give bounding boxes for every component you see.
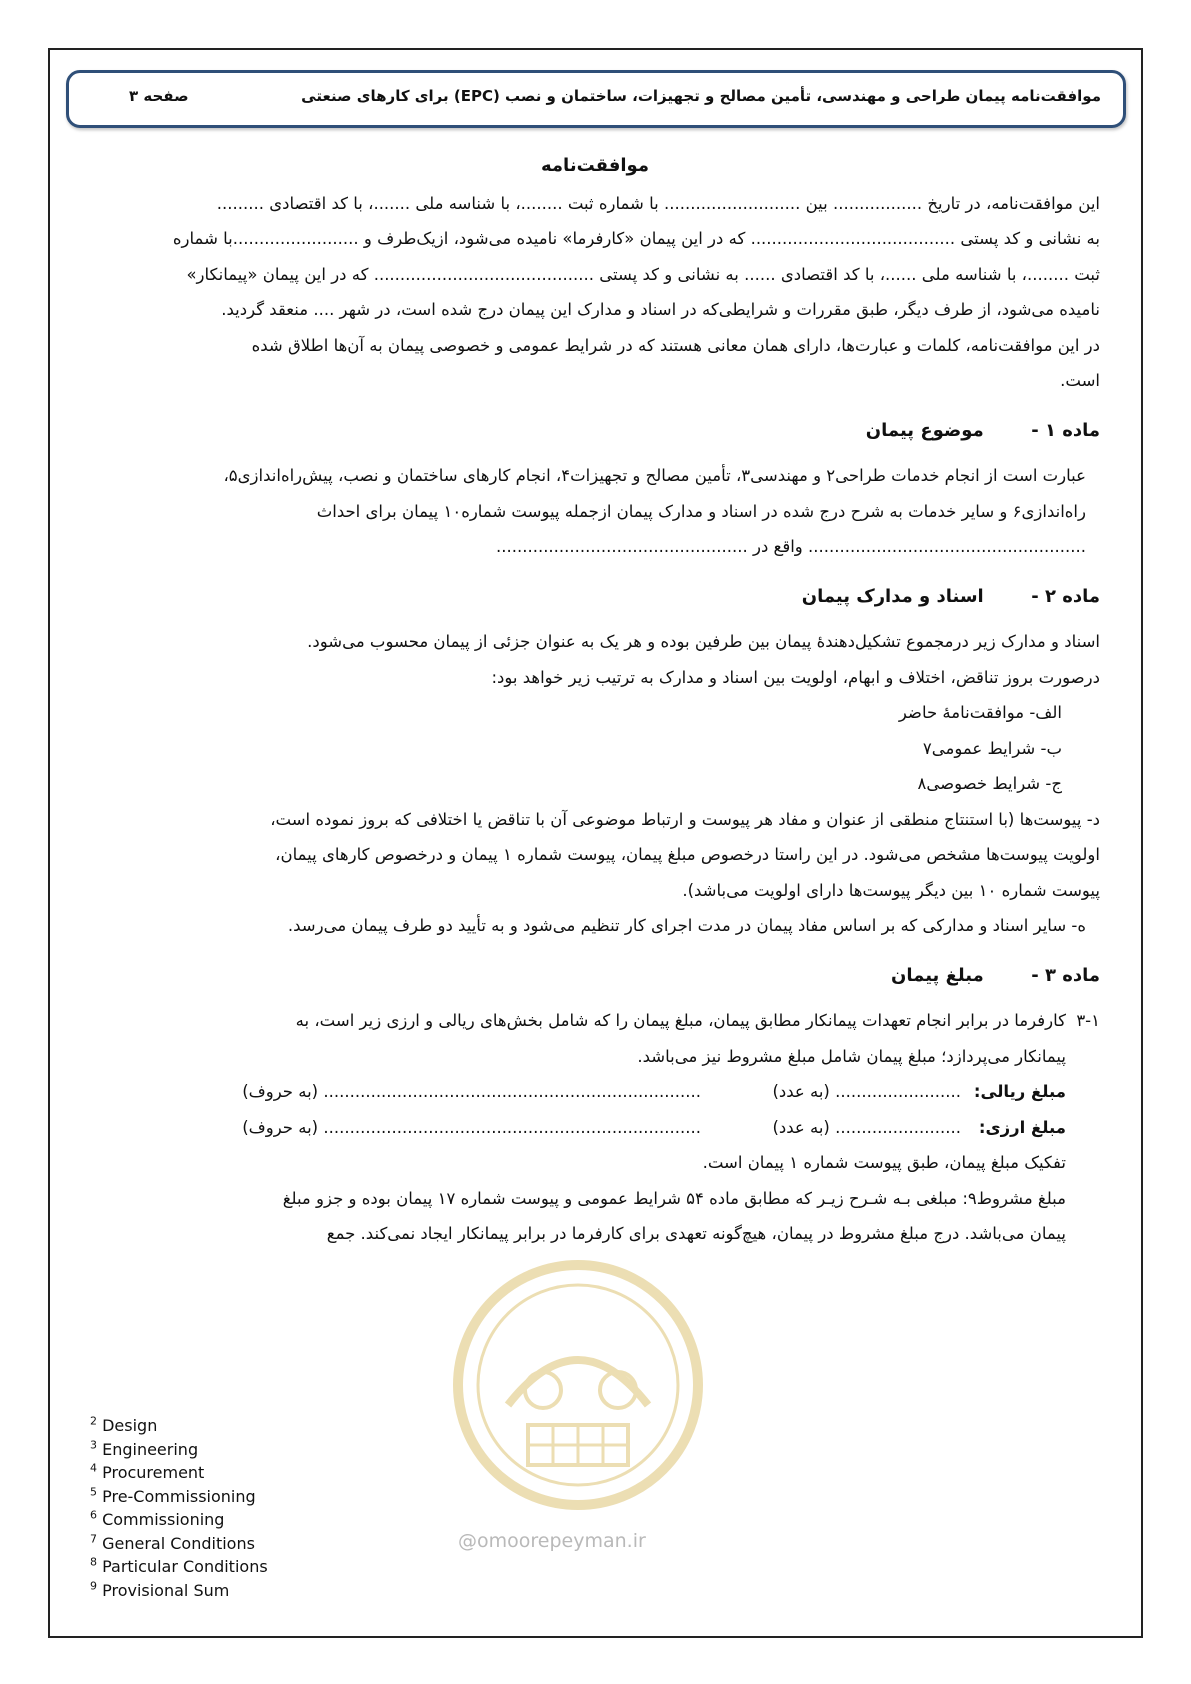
intro-line: ثبت ........، با شناسه ملی ......، با کد اقتصادی ...... به نشانی و کد پستی .......................................... که در این پیمان «پیمانکار» — [186, 264, 1100, 284]
priority-item-d: پیوست شماره ۱۰ بین دیگر پیوست‌ها دارای اولویت می‌باشد). — [682, 880, 1100, 900]
header-title: موافقت‌نامه پیمان طراحی و مهندسی، تأمین مصالح و تجهیزات، ساختمان و نصب (EPC) برای کارهای صنعتی — [301, 87, 1101, 105]
rial-amount-letters: ........................................................................ (به حروف) — [242, 1082, 701, 1101]
intro-line: نامیده می‌شود، از طرف دیگر، طبق مقررات و شرایطی‌که در اسناد و مدارک این پیمان درج شده است، در شهر .... منعقد گردید. — [221, 300, 1100, 319]
article-1-line: راه‌اندازی۶ و سایر خدمات به شرح درج شده در اسناد و مدارک پیمان ازجمله پیوست شماره۱۰ پیمان برای احداث — [316, 501, 1086, 521]
article-2-heading — [90, 579, 1100, 615]
breakdown-text: تفکیک مبلغ پیمان، طبق پیوست شماره ۱ پیمان است. — [702, 1153, 1066, 1172]
provisional-line: پیمان می‌باشد. درج مبلغ مشروط در پیمان، هیچ‌گونه تعهدی برای کارفرما در برابر پیمانکار ایجاد نمی‌کند. جمع — [326, 1224, 1066, 1243]
footnote: $^8$ Particular Conditions — [90, 1555, 268, 1576]
fx-amount-digits: ........................ (به عدد) — [772, 1117, 961, 1137]
footnote: $^7$ General Conditions — [90, 1532, 255, 1553]
article-1-line: عبارت است از انجام خدمات طراحی۲ و مهندسی۳، تأمین مصالح و تجهیزات۴، انجام کارهای ساختمان و نصب، پیش‌راه‌اندازی۵، — [223, 466, 1086, 485]
rial-amount-digits: ........................ (به عدد) — [772, 1082, 961, 1101]
clause-3-1 — [90, 1003, 1100, 1074]
priority-item-e: ه- سایر اسناد و مدارکی که بر اساس مفاد پیمان در مدت اجرای کار تنظیم می‌شود و به تأیید دو طرف پیمان می‌رسد. — [287, 916, 1086, 935]
priority-item: ب- شرایط عمومی۷ — [922, 738, 1062, 758]
article-2-line: اسناد و مدارک زیر درمجموع تشکیل‌دهندهٔ پیمان بین طرفین بوده و هر یک به عنوان جزئی از پیمان محسوب می‌شود. — [307, 632, 1100, 651]
page-header — [66, 70, 1126, 128]
article-number: ماده ۱ - — [1031, 419, 1100, 441]
footnote: $^5$ Pre-Commissioning — [90, 1485, 256, 1506]
article-title: اسناد و مدارک پیمان — [801, 585, 984, 607]
article-1-heading — [90, 413, 1100, 449]
priority-item: ج- شرایط خصوصی۸ — [917, 774, 1062, 793]
footnote: $^3$ Engineering — [90, 1438, 199, 1459]
article-number: ماده ۳ - — [1031, 964, 1100, 986]
article-title: مبلغ پیمان — [891, 964, 984, 986]
document-body — [90, 148, 1100, 1252]
provisional-sum — [90, 1181, 1100, 1252]
fx-amount-row — [90, 1110, 1100, 1146]
priority-item-d: د- پیوست‌ها (با استنتاج منطقی از عنوان و مفاد هر پیوست و ارتباط موضوعی آن با تناقض یا اختلافی که بروز نموده است، — [270, 809, 1100, 829]
priority-item-d: اولویت پیوست‌ها مشخص می‌شود. در این راستا درخصوص مبلغ پیمان، پیوست شماره ۱ پیمان و درخصوص کارهای پیمان، — [275, 845, 1100, 864]
article-title: موضوع پیمان — [865, 419, 984, 441]
clause-line: کارفرما در برابر انجام تعهدات پیمانکار مطابق پیمان، مبلغ پیمان را که شامل بخش‌های ریالی و ارزی زیر است، به — [295, 1011, 1066, 1030]
article-1-line: ..................................................... واقع در ................................................ — [495, 537, 1086, 556]
rial-amount-row — [90, 1074, 1100, 1110]
provisional-line: مبلغ مشروط۹: مبلغی بـه شـرح زیـر که مطابق ماده ۵۴ شرایط عمومی و پیوست شماره ۱۷ پیمان بوده و جزو مبلغ — [282, 1188, 1066, 1208]
article-2-line: درصورت بروز تناقض، اختلاف و ابهام، اولویت بین اسناد و مدارک به ترتیب زیر خواهد بود: — [491, 667, 1100, 687]
rial-amount-label: مبلغ ریالی: — [973, 1082, 1066, 1101]
intro-line: این موافقت‌نامه، در تاریخ ................. بین .......................... با شماره ثبت ........، با شناسه ملی .......، با کد اقتصادی ......... — [216, 193, 1100, 213]
footnotes — [90, 1414, 268, 1602]
document-title: موافقت‌نامه — [541, 155, 649, 176]
footnote: $^6$ Commissioning — [90, 1508, 225, 1529]
priority-item: الف- موافقت‌نامهٔ حاضر — [898, 703, 1062, 722]
seal-watermark-icon — [448, 1255, 708, 1515]
clause-line: پیمانکار می‌پردازد؛ مبلغ پیمان شامل مبلغ مشروط نیز می‌باشد. — [637, 1046, 1066, 1066]
footnote: $^4$ Procurement — [90, 1461, 205, 1482]
footnote: $^2$ Design — [90, 1414, 158, 1435]
fx-amount-letters: ........................................................................ (به حروف) — [242, 1117, 701, 1137]
clause-text — [90, 1003, 1066, 1074]
article-3-heading — [90, 958, 1100, 994]
fx-amount-label: مبلغ ارزی: — [978, 1117, 1066, 1137]
clause-number: ۳-۱ — [1076, 1011, 1100, 1030]
breakdown-line — [90, 1145, 1100, 1181]
footnote: $^9$ Provisional Sum — [90, 1579, 230, 1600]
intro-line: به نشانی و کد پستی ....................................... که در این پیمان «کارفرما» نامیده می‌شود، ازیک‌طرف و ........................با شماره — [172, 229, 1100, 248]
intro-line: است. — [1060, 371, 1100, 390]
intro-line: در این موافقت‌نامه، کلمات و عبارت‌ها، دارای همان معانی هستند که در شرایط عمومی و خصوصی پیمان به آن‌ها اطلاق شده — [251, 335, 1100, 355]
watermark-text: @omoorepeyman.ir — [458, 1530, 646, 1552]
page-number: صفحه ۳ — [129, 87, 189, 105]
article-number: ماده ۲ - — [1031, 585, 1100, 607]
